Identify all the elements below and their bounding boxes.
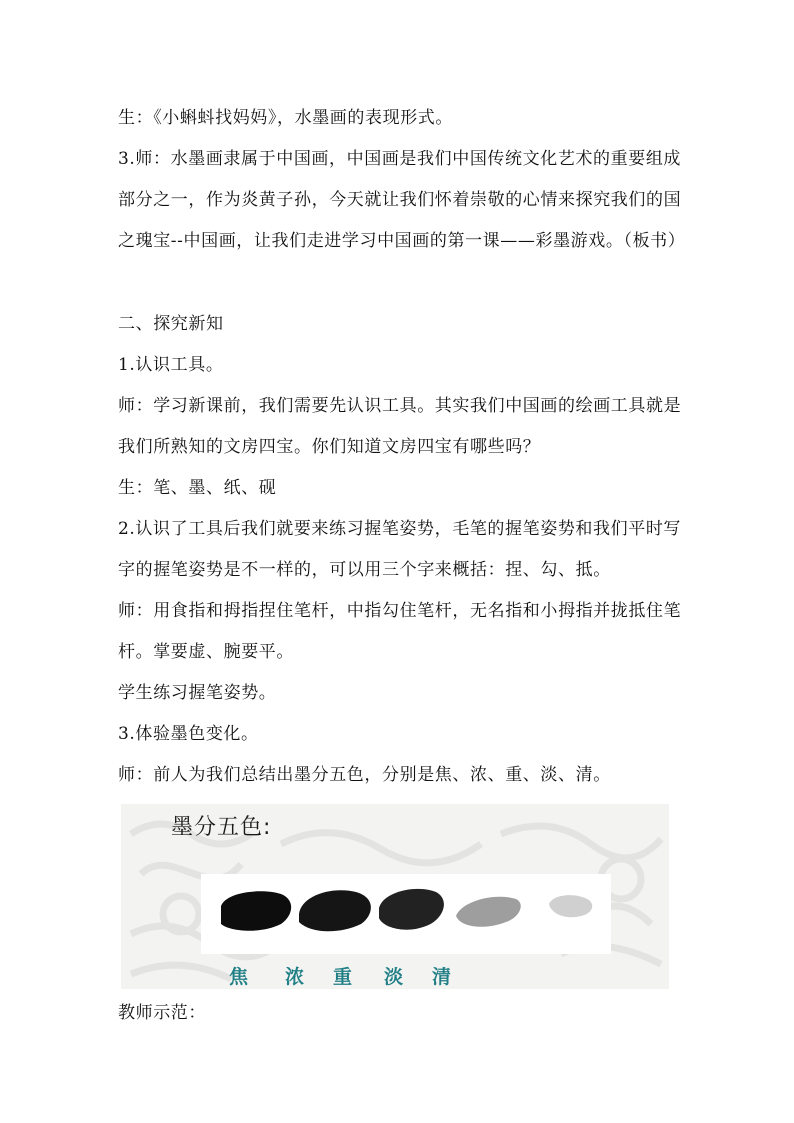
paragraph-student-tools: 生：笔、墨、纸、砚 (118, 478, 277, 498)
step-brush-grip: 2.认识了工具后我们就要来练习握笔姿势，毛笔的握笔姿势和我们平时写字的握笔姿势是不一样的，可以用三个字来概括：捏、勾、抵。 (118, 519, 682, 580)
section-heading-explore: 二、探究新知 (118, 314, 224, 334)
ink-label-nong: 浓 (285, 966, 305, 988)
ink-figure-title: 墨分五色: (171, 815, 272, 840)
paragraph-teacher-demo: 教师示范： (118, 1003, 206, 1023)
paragraph-teacher-tools: 师：学习新课前，我们需要先认识工具。其实我们中国画的绘画工具就是我们所熟知的文房四宝。你们知道文房四宝有哪些吗？ (118, 396, 682, 457)
step-ink-colors: 3.体验墨色变化。 (118, 724, 259, 744)
ink-label-zhong: 重 (333, 966, 353, 988)
paragraph-teacher-grip: 师：用食指和拇指捏住笔杆，中指勾住笔杆，无名指和小拇指并拢抵住笔杆。掌要虚、腕要平。 (118, 601, 682, 662)
ink-label-jiao: 焦 (229, 966, 249, 988)
ink-label-qing: 清 (432, 966, 452, 988)
paragraph-teacher-intro: 3.师：水墨画隶属于中国画，中国画是我们中国传统文化艺术的重要组成部分之一，作为炎黄子孙，今天就让我们怀着崇敬的心情来探究我们的国之瑰宝--中国画，让我们走进学习中国画的第一课——彩墨游戏。（板书） (118, 149, 686, 251)
step-know-tools: 1.认识工具。 (118, 355, 224, 375)
paragraph-teacher-ink: 师：前人为我们总结出墨分五色，分别是焦、浓、重、淡、清。 (118, 765, 611, 785)
ink-label-dan: 淡 (384, 966, 404, 988)
ink-five-colors-figure (121, 804, 669, 989)
paragraph-student-answer: 生：《小蝌蚪找妈妈》，水墨画的表现形式。 (118, 108, 453, 128)
paragraph-student-practice: 学生练习握笔姿势。 (118, 683, 277, 703)
